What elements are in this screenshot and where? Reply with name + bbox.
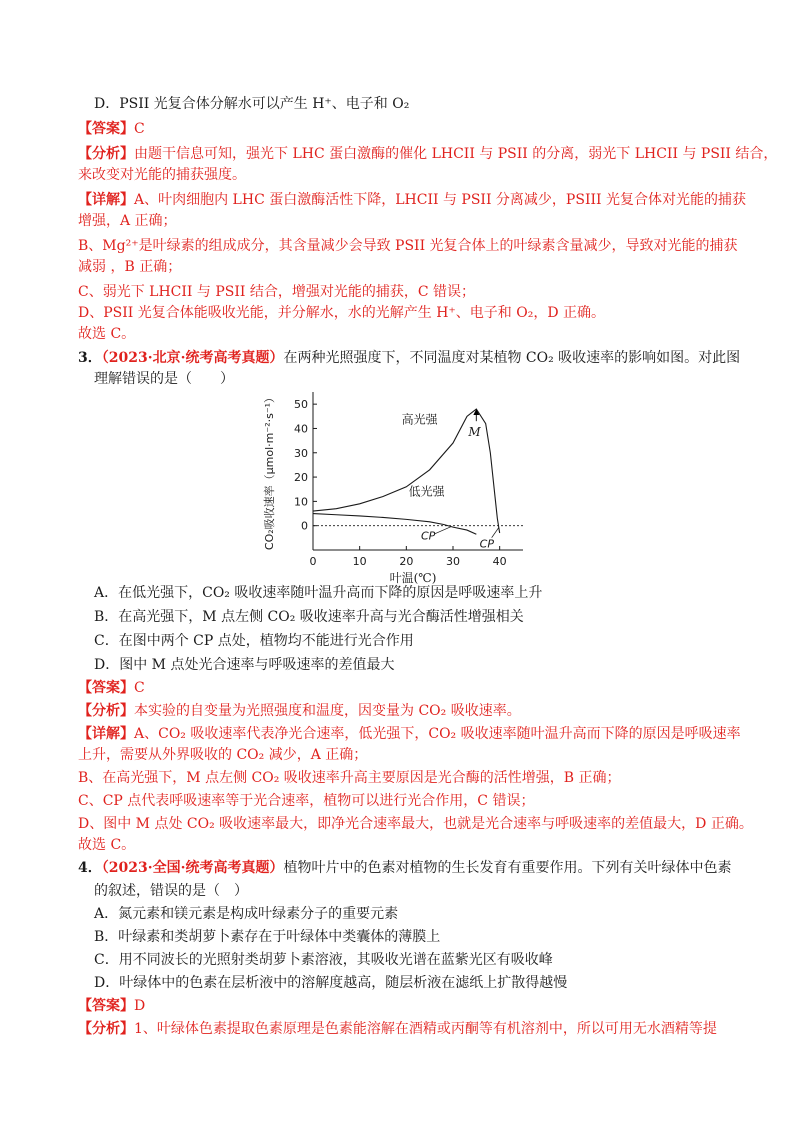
co2-chart-svg (255, 384, 545, 584)
analysis-tag: 【分析】 (78, 146, 134, 162)
q2-detail-line-5: C、弱光下 LHCII 与 PSII 结合，增强对光能的捕获，C 错误； (78, 284, 476, 300)
q4-option-a: A．氮元素和镁元素是构成叶绿素分子的重要元素 (94, 906, 399, 922)
q4-source: （2023·全国·统考高考真题） (101, 860, 284, 876)
q4-number: 4． (78, 860, 102, 876)
x-tick-label: 20 (399, 555, 414, 568)
analysis-tag: 【分析】 (78, 703, 134, 719)
q2-analysis-line-1 (78, 144, 777, 164)
y-tick-label: 10 (294, 495, 308, 509)
y-tick-label: 40 (294, 422, 308, 436)
analysis-text: 本实验的自变量为光照强度和温度，因变量为 CO₂ 吸收速率。 (134, 703, 521, 719)
x-axis-label: 叶温(℃) (389, 571, 437, 585)
analysis-text: 由题干信息可知，强光下 LHC 蛋白激酶的催化 LHCII 与 PSII 的分离，弱光下 LHCII 与 PSII 结合， (134, 146, 778, 162)
q3-option-d: D．图中 M 点处光合速率与呼吸速率的差值最大 (94, 657, 395, 673)
q2-answer (78, 119, 145, 139)
x-tick-label: 30 (446, 555, 460, 568)
series-label-low-light: 低光强 (408, 484, 445, 499)
q3-option-a: A．在低光强下，CO₂ 吸收速率随叶温升高而下降的原因是呼吸速率上升 (94, 585, 543, 601)
q3-option-c: C．在图中两个 CP 点处，植物均不能进行光合作用 (94, 633, 414, 649)
q2-detail-line-3: B、Mg²⁺是叶绿素的组成成分，其含量减少会导致 PSII 光复合体上的叶绿素含量减少，导致对光能的捕获 (78, 238, 738, 254)
series-line-low-light (313, 514, 476, 535)
q3-stem-line-2: 理解错误的是（ ） (94, 371, 234, 387)
q3-analysis (78, 701, 521, 721)
x-tick-label: 40 (492, 555, 507, 568)
analysis-text: 1、叶绿体色素提取色素原理是色素能溶解在酒精或丙酮等有机溶剂中，所以可用无水酒精等提 (134, 1021, 717, 1037)
detail-text: A、叶肉细胞内 LHC 蛋白激酶活性下降，LHCII 与 PSII 分离减少，PSIII 光复合体对光能的捕获 (134, 192, 746, 208)
y-tick-label: 20 (294, 471, 308, 485)
series-label-high-light: 高光强 (401, 412, 438, 427)
annotation-cp-2: CP (479, 537, 494, 551)
x-tick-label: 10 (352, 555, 367, 568)
q2-detail-line-2: 增强，A 正确； (78, 213, 177, 229)
q2-analysis-line-2: 来改变对光能的捕获强度。 (78, 167, 246, 183)
answer-value: C (134, 121, 145, 137)
q2-detail-line-6: D、PSII 光复合体能吸收光能，并分解水，水的光解产生 H⁺、电子和 O₂，D 正确。 (78, 305, 606, 321)
q3-answer (78, 678, 145, 698)
q3-detail-line-3: B、在高光强下，M 点左侧 CO₂ 吸收速率升高主要原因是光合酶的活性增强，B 正确； (78, 770, 621, 786)
q3-source: （2023·北京·统考高考真题） (101, 350, 284, 366)
q2-detail-line-1 (78, 190, 746, 210)
q4-stem-line-2: 的叙述，错误的是（ ） (94, 883, 248, 899)
q2-detail-line-4: 减弱 ，B 正确； (78, 259, 182, 275)
answer-value: C (134, 680, 145, 696)
q3-detail-line-1 (78, 724, 741, 744)
q2-option-d: D．PSII 光复合体分解水可以产生 H⁺、电子和 O₂ (94, 96, 410, 112)
q4-option-b: B．叶绿素和类胡萝卜素存在于叶绿体中类囊体的薄膜上 (94, 929, 441, 945)
q4-stem-line-1 (78, 858, 731, 878)
q3-number: 3． (78, 350, 102, 366)
y-axis-label: CO₂吸收速率（μmol·m⁻²·s⁻¹） (263, 391, 276, 551)
q2-conclusion: 故选 C。 (78, 326, 136, 342)
detail-tag: 【详解】 (78, 726, 134, 742)
annotation-m: M (468, 424, 481, 439)
answer-value: D (134, 998, 146, 1014)
y-tick-label: 30 (294, 446, 308, 460)
q3-stem-text: 在两种光照强度下，不同温度对某植物 CO₂ 吸收速率的影响如图。对此图 (283, 350, 741, 366)
answer-tag: 【答案】 (78, 121, 134, 137)
detail-tag: 【详解】 (78, 192, 134, 208)
detail-text: A、CO₂ 吸收速率代表净光合速率，低光强下，CO₂ 吸收速率随叶温升高而下降的原因是呼吸速率 (134, 726, 741, 742)
answer-tag: 【答案】 (78, 680, 134, 696)
q3-conclusion: 故选 C。 (78, 837, 136, 853)
q4-analysis-line-1 (78, 1019, 717, 1039)
x-tick-label: 0 (309, 555, 317, 568)
q4-stem-text: 植物叶片中的色素对植物的生长发育有重要作用。下列有关叶绿体中色素 (283, 860, 732, 876)
q3-detail-line-4: C、CP 点代表呼吸速率等于光合速率，植物可以进行光合作用，C 错误； (78, 793, 535, 809)
q3-detail-line-2: 上升，需要从外界吸收的 CO₂ 减少，A 正确； (78, 747, 368, 763)
q4-option-c: C．用不同波长的光照射类胡萝卜素溶液，其吸收光谱在蓝紫光区有吸收峰 (94, 952, 553, 968)
answer-tag: 【答案】 (78, 998, 134, 1014)
cp-pointer-2 (492, 528, 499, 538)
q3-stem-line-1 (78, 348, 740, 368)
q4-option-d: D．叶绿体中的色素在层析液中的溶解度越高，随层析液在滤纸上扩散得越慢 (94, 975, 568, 991)
y-tick-label: 0 (301, 519, 308, 533)
analysis-tag: 【分析】 (78, 1021, 134, 1037)
q3-chart (255, 384, 545, 584)
cp-pointer-1 (435, 527, 451, 534)
q3-option-b: B．在高光强下，M 点左侧 CO₂ 吸收速率升高与光合酶活性增强相关 (94, 609, 524, 625)
q4-answer (78, 996, 145, 1016)
q3-detail-line-5: D、图中 M 点处 CO₂ 吸收速率最大，即净光合速率最大，也就是光合速率与呼吸速率的差值最大，D 正确。 (78, 816, 753, 832)
annotation-cp-1: CP (421, 529, 436, 543)
y-tick-label: 50 (294, 398, 308, 412)
